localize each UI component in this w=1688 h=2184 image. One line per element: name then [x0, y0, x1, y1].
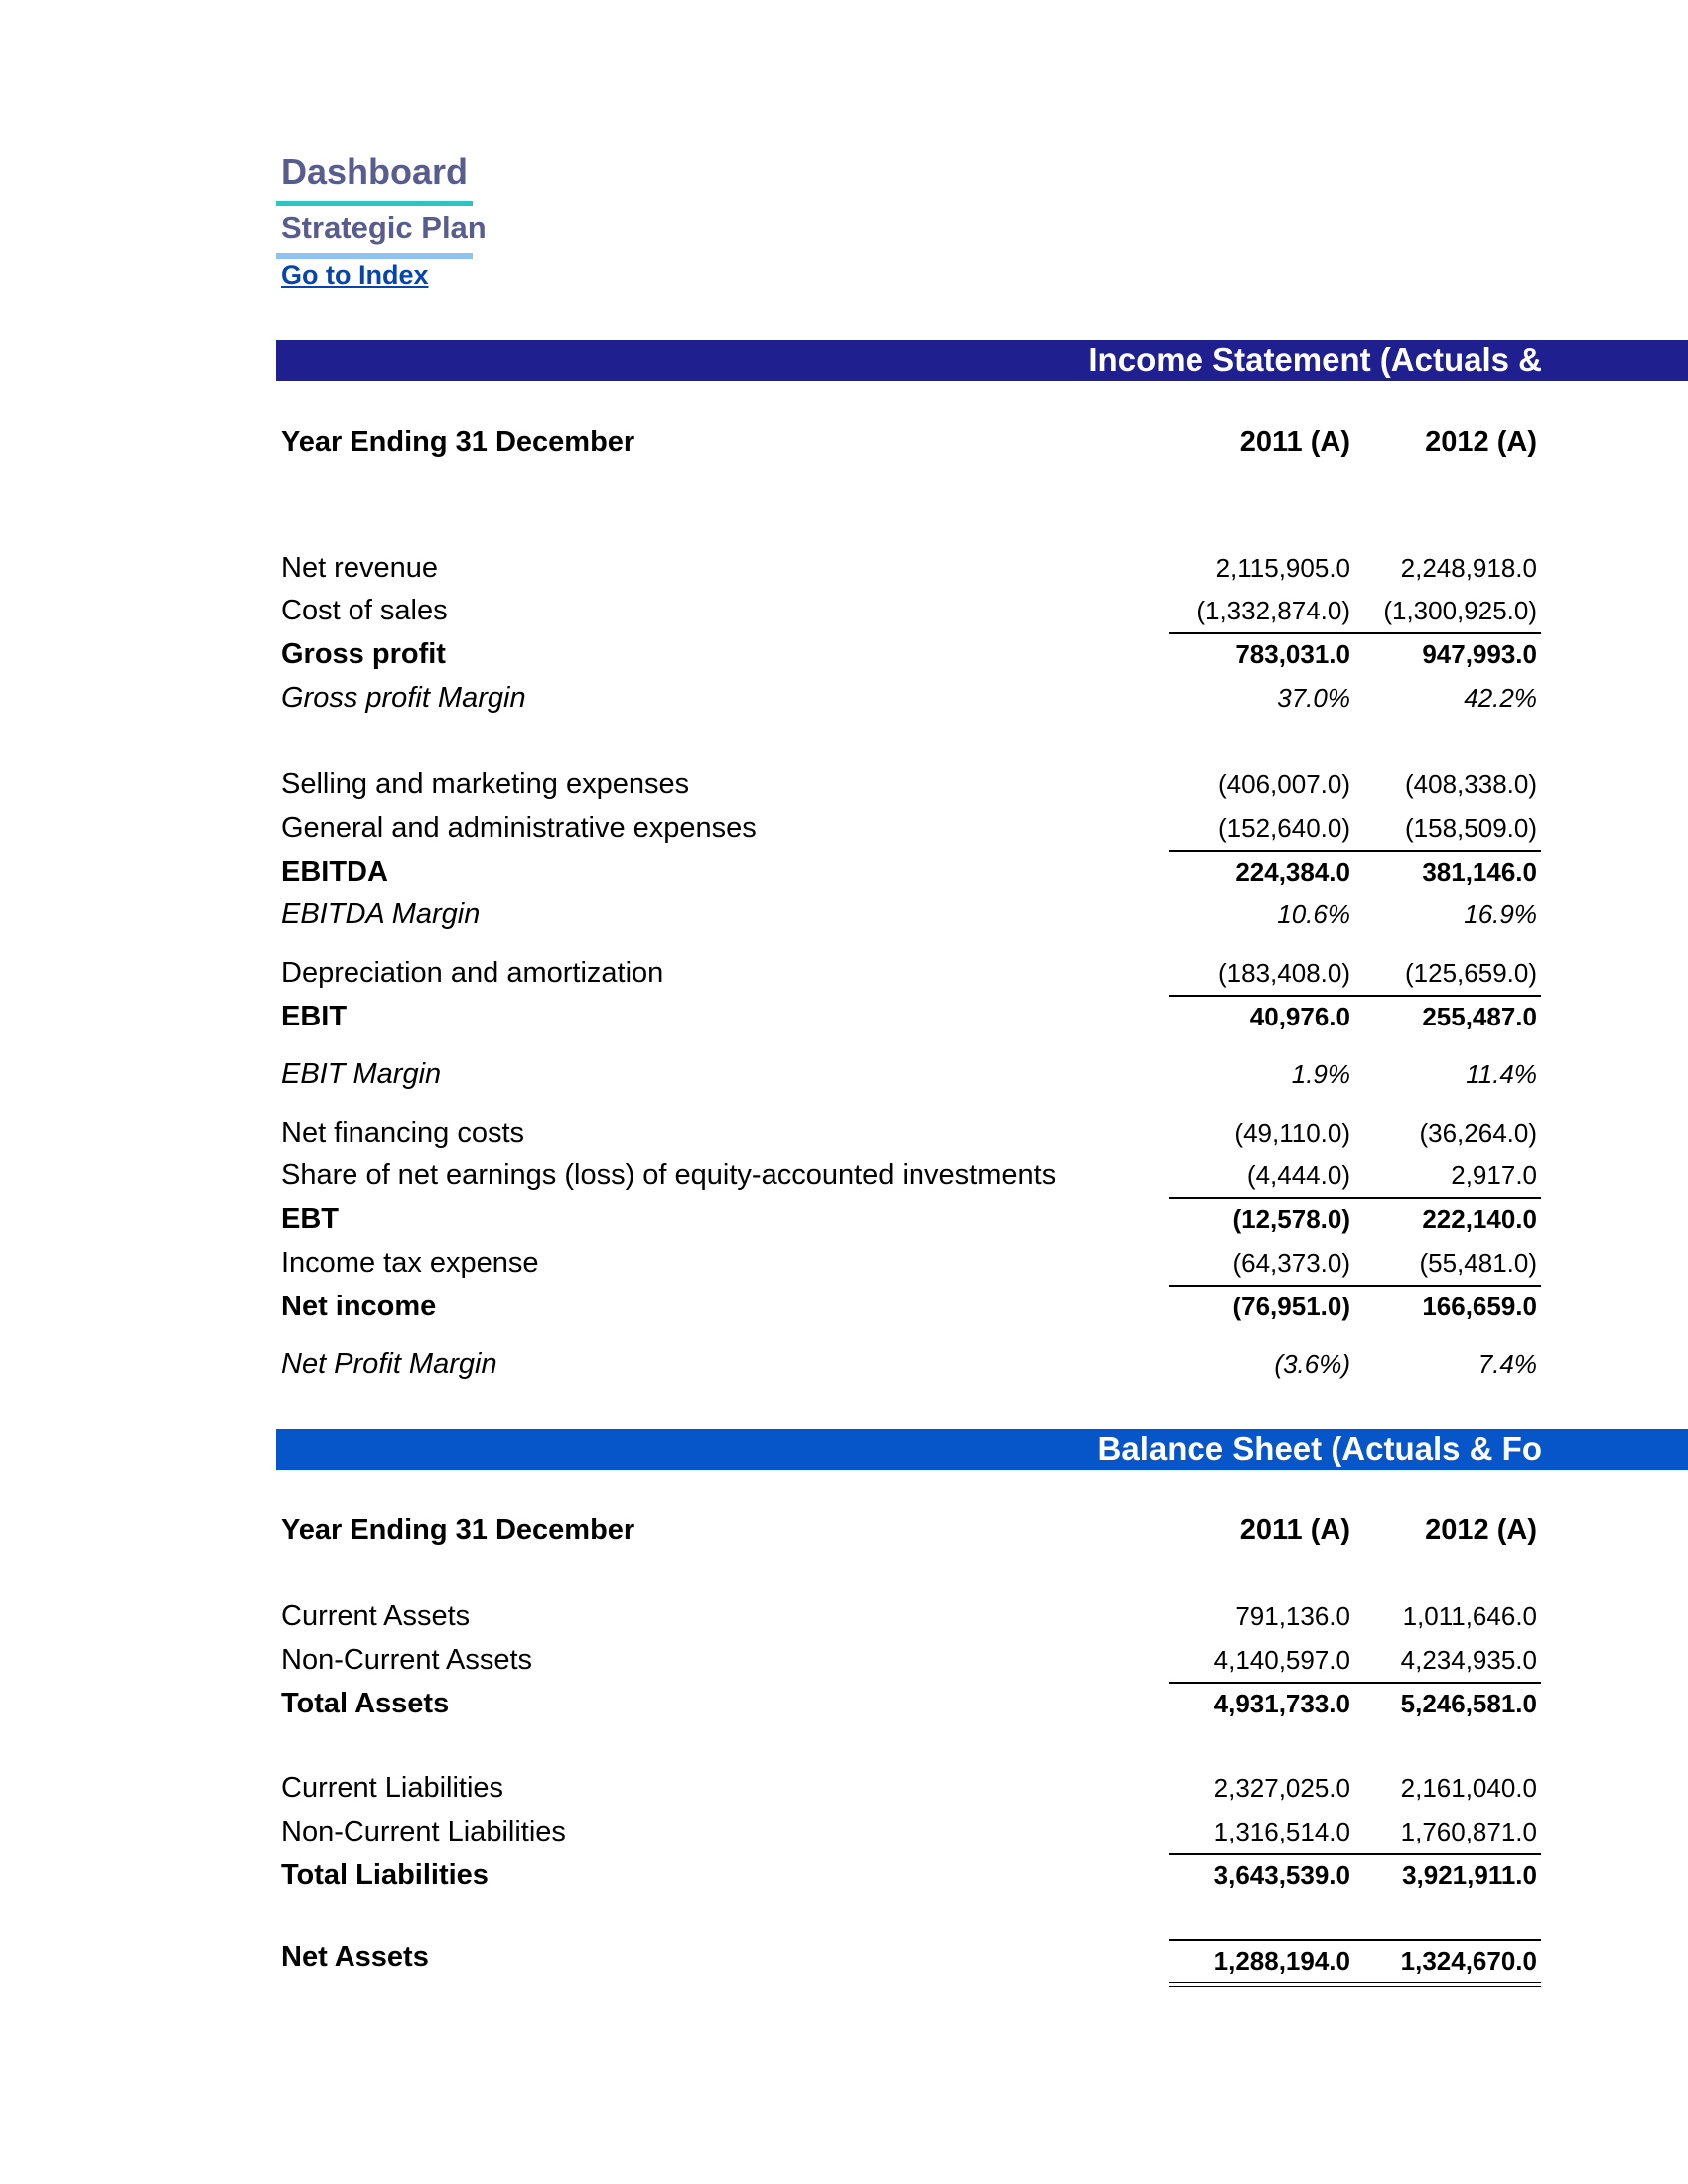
value-2012: (1,300,925.0) — [1383, 596, 1537, 625]
value-2011: 791,136.0 — [1235, 1601, 1350, 1631]
balance-year-label: Year Ending 31 December — [281, 1514, 635, 1546]
table-row — [0, 894, 1688, 934]
table-row — [0, 1344, 1688, 1384]
row-label: Selling and marketing expenses — [281, 768, 690, 800]
value-2011: (1,332,874.0) — [1196, 596, 1350, 625]
table-row — [0, 548, 1688, 588]
subtitle-underline — [276, 253, 473, 259]
row-label: Non-Current Assets — [281, 1644, 533, 1676]
table-row — [0, 1113, 1688, 1153]
row-label: EBITDA Margin — [281, 898, 481, 930]
table-row — [0, 953, 1688, 993]
value-2012: 222,140.0 — [1422, 1204, 1537, 1234]
table-row — [0, 1243, 1688, 1283]
table-row — [0, 1941, 1688, 1980]
value-2011: 224,384.0 — [1235, 857, 1350, 887]
table-row — [0, 1156, 1688, 1195]
value-2011: 3,643,539.0 — [1213, 1860, 1350, 1890]
table-row — [0, 1054, 1688, 1094]
value-2011: (152,640.0) — [1218, 813, 1350, 843]
row-label: Share of net earnings (loss) of equity-accounted investments — [281, 1160, 1056, 1191]
value-2012: 947,993.0 — [1422, 639, 1537, 669]
income-statement-header-band — [276, 340, 1688, 381]
row-label: Depreciation and amortization — [281, 957, 664, 989]
table-row — [0, 997, 1688, 1036]
table-row — [0, 1855, 1688, 1895]
value-2011: (12,578.0) — [1232, 1204, 1350, 1234]
value-2011: 4,931,733.0 — [1213, 1689, 1350, 1718]
row-label: Total Assets — [281, 1688, 450, 1719]
value-2012: 1,011,646.0 — [1402, 1601, 1537, 1631]
value-2011: (64,373.0) — [1232, 1248, 1350, 1278]
table-row — [0, 678, 1688, 718]
income-year-label: Year Ending 31 December — [281, 426, 635, 458]
value-2011: 4,140,597.0 — [1213, 1645, 1350, 1675]
value-2012: 3,921,911.0 — [1402, 1860, 1537, 1890]
table-row — [0, 1287, 1688, 1326]
row-label: EBIT — [281, 1001, 348, 1032]
row-label: Gross profit — [281, 638, 446, 670]
row-label: Net Assets — [281, 1941, 429, 1973]
value-2011: 37.0% — [1277, 683, 1350, 713]
strategic-plan-subtitle: Strategic Plan — [281, 210, 487, 245]
dashboard-title: Dashboard — [281, 151, 469, 192]
value-2012: (36,264.0) — [1419, 1118, 1537, 1148]
value-2012: 7.4% — [1477, 1349, 1537, 1379]
table-row — [0, 852, 1688, 891]
row-label: Income tax expense — [281, 1247, 539, 1279]
value-2011: (3.6%) — [1274, 1349, 1350, 1379]
row-label: Current Assets — [281, 1600, 471, 1632]
table-row — [0, 808, 1688, 848]
table-row — [0, 634, 1688, 674]
value-2012: 255,487.0 — [1422, 1002, 1537, 1031]
value-2012: 166,659.0 — [1422, 1292, 1537, 1321]
value-2011: (183,408.0) — [1218, 958, 1350, 988]
dashboard-title-underline — [276, 201, 473, 206]
income-col-2012: 2012 (A) — [1425, 426, 1537, 458]
value-2011: (4,444.0) — [1246, 1160, 1350, 1190]
balance-col-2012: 2012 (A) — [1425, 1514, 1537, 1546]
value-2012: (158,509.0) — [1405, 813, 1537, 843]
value-2012: 2,917.0 — [1451, 1160, 1537, 1190]
table-row — [0, 764, 1688, 804]
income-statement-title: Income Statement (Actuals & — [1088, 342, 1542, 378]
row-label: Net revenue — [281, 552, 438, 584]
value-2011: 1,316,514.0 — [1213, 1817, 1350, 1846]
value-2011: (406,007.0) — [1218, 769, 1350, 799]
row-label: Cost of sales — [281, 595, 448, 626]
balance-sheet-header-band — [276, 1429, 1688, 1470]
value-2012: 11.4% — [1466, 1059, 1537, 1089]
value-2012: (55,481.0) — [1419, 1248, 1537, 1278]
go-to-index-link[interactable]: Go to Index — [281, 260, 429, 290]
table-row — [0, 1684, 1688, 1723]
value-2011: 1.9% — [1291, 1059, 1350, 1089]
table-row — [0, 1199, 1688, 1239]
row-label: Total Liabilities — [281, 1859, 489, 1891]
row-label: EBITDA — [281, 856, 388, 887]
row-label: EBT — [281, 1203, 339, 1235]
balance-col-2011: 2011 (A) — [1239, 1514, 1350, 1546]
value-2012: 1,760,871.0 — [1400, 1817, 1537, 1846]
table-row — [0, 1768, 1688, 1808]
row-label: Gross profit Margin — [281, 682, 526, 714]
value-2012: 1,324,670.0 — [1400, 1946, 1537, 1976]
value-2011: 783,031.0 — [1235, 639, 1350, 669]
row-label: General and administrative expenses — [281, 812, 757, 844]
row-label: Net financing costs — [281, 1117, 525, 1149]
table-row — [0, 1812, 1688, 1851]
balance-sheet-title: Balance Sheet (Actuals & Fo — [1097, 1432, 1542, 1467]
income-col-2011: 2011 (A) — [1239, 426, 1350, 458]
value-2011: (76,951.0) — [1232, 1292, 1350, 1321]
value-2011: 2,327,025.0 — [1213, 1773, 1350, 1803]
row-label: Net Profit Margin — [281, 1348, 497, 1380]
value-2012: 2,248,918.0 — [1400, 553, 1537, 583]
value-2012: 2,161,040.0 — [1400, 1773, 1537, 1803]
value-2011: 40,976.0 — [1249, 1002, 1350, 1031]
value-2011: 10.6% — [1277, 899, 1350, 929]
value-2011: (49,110.0) — [1234, 1118, 1350, 1148]
value-2011: 2,115,905.0 — [1215, 553, 1350, 583]
row-label: Non-Current Liabilities — [281, 1816, 566, 1847]
value-2012: 5,246,581.0 — [1400, 1689, 1537, 1718]
row-label: Current Liabilities — [281, 1772, 504, 1804]
value-2012: 4,234,935.0 — [1400, 1645, 1537, 1675]
value-2012: 381,146.0 — [1422, 857, 1537, 887]
value-2012: 42.2% — [1464, 683, 1537, 713]
table-row — [0, 591, 1688, 630]
row-label: EBIT Margin — [281, 1058, 442, 1090]
table-row — [0, 1596, 1688, 1636]
row-label: Net income — [281, 1291, 437, 1322]
table-row — [0, 1640, 1688, 1680]
value-2012: (125,659.0) — [1405, 958, 1537, 988]
value-2011: 1,288,194.0 — [1213, 1946, 1350, 1976]
value-2012: 16.9% — [1464, 899, 1537, 929]
value-2012: (408,338.0) — [1405, 769, 1537, 799]
